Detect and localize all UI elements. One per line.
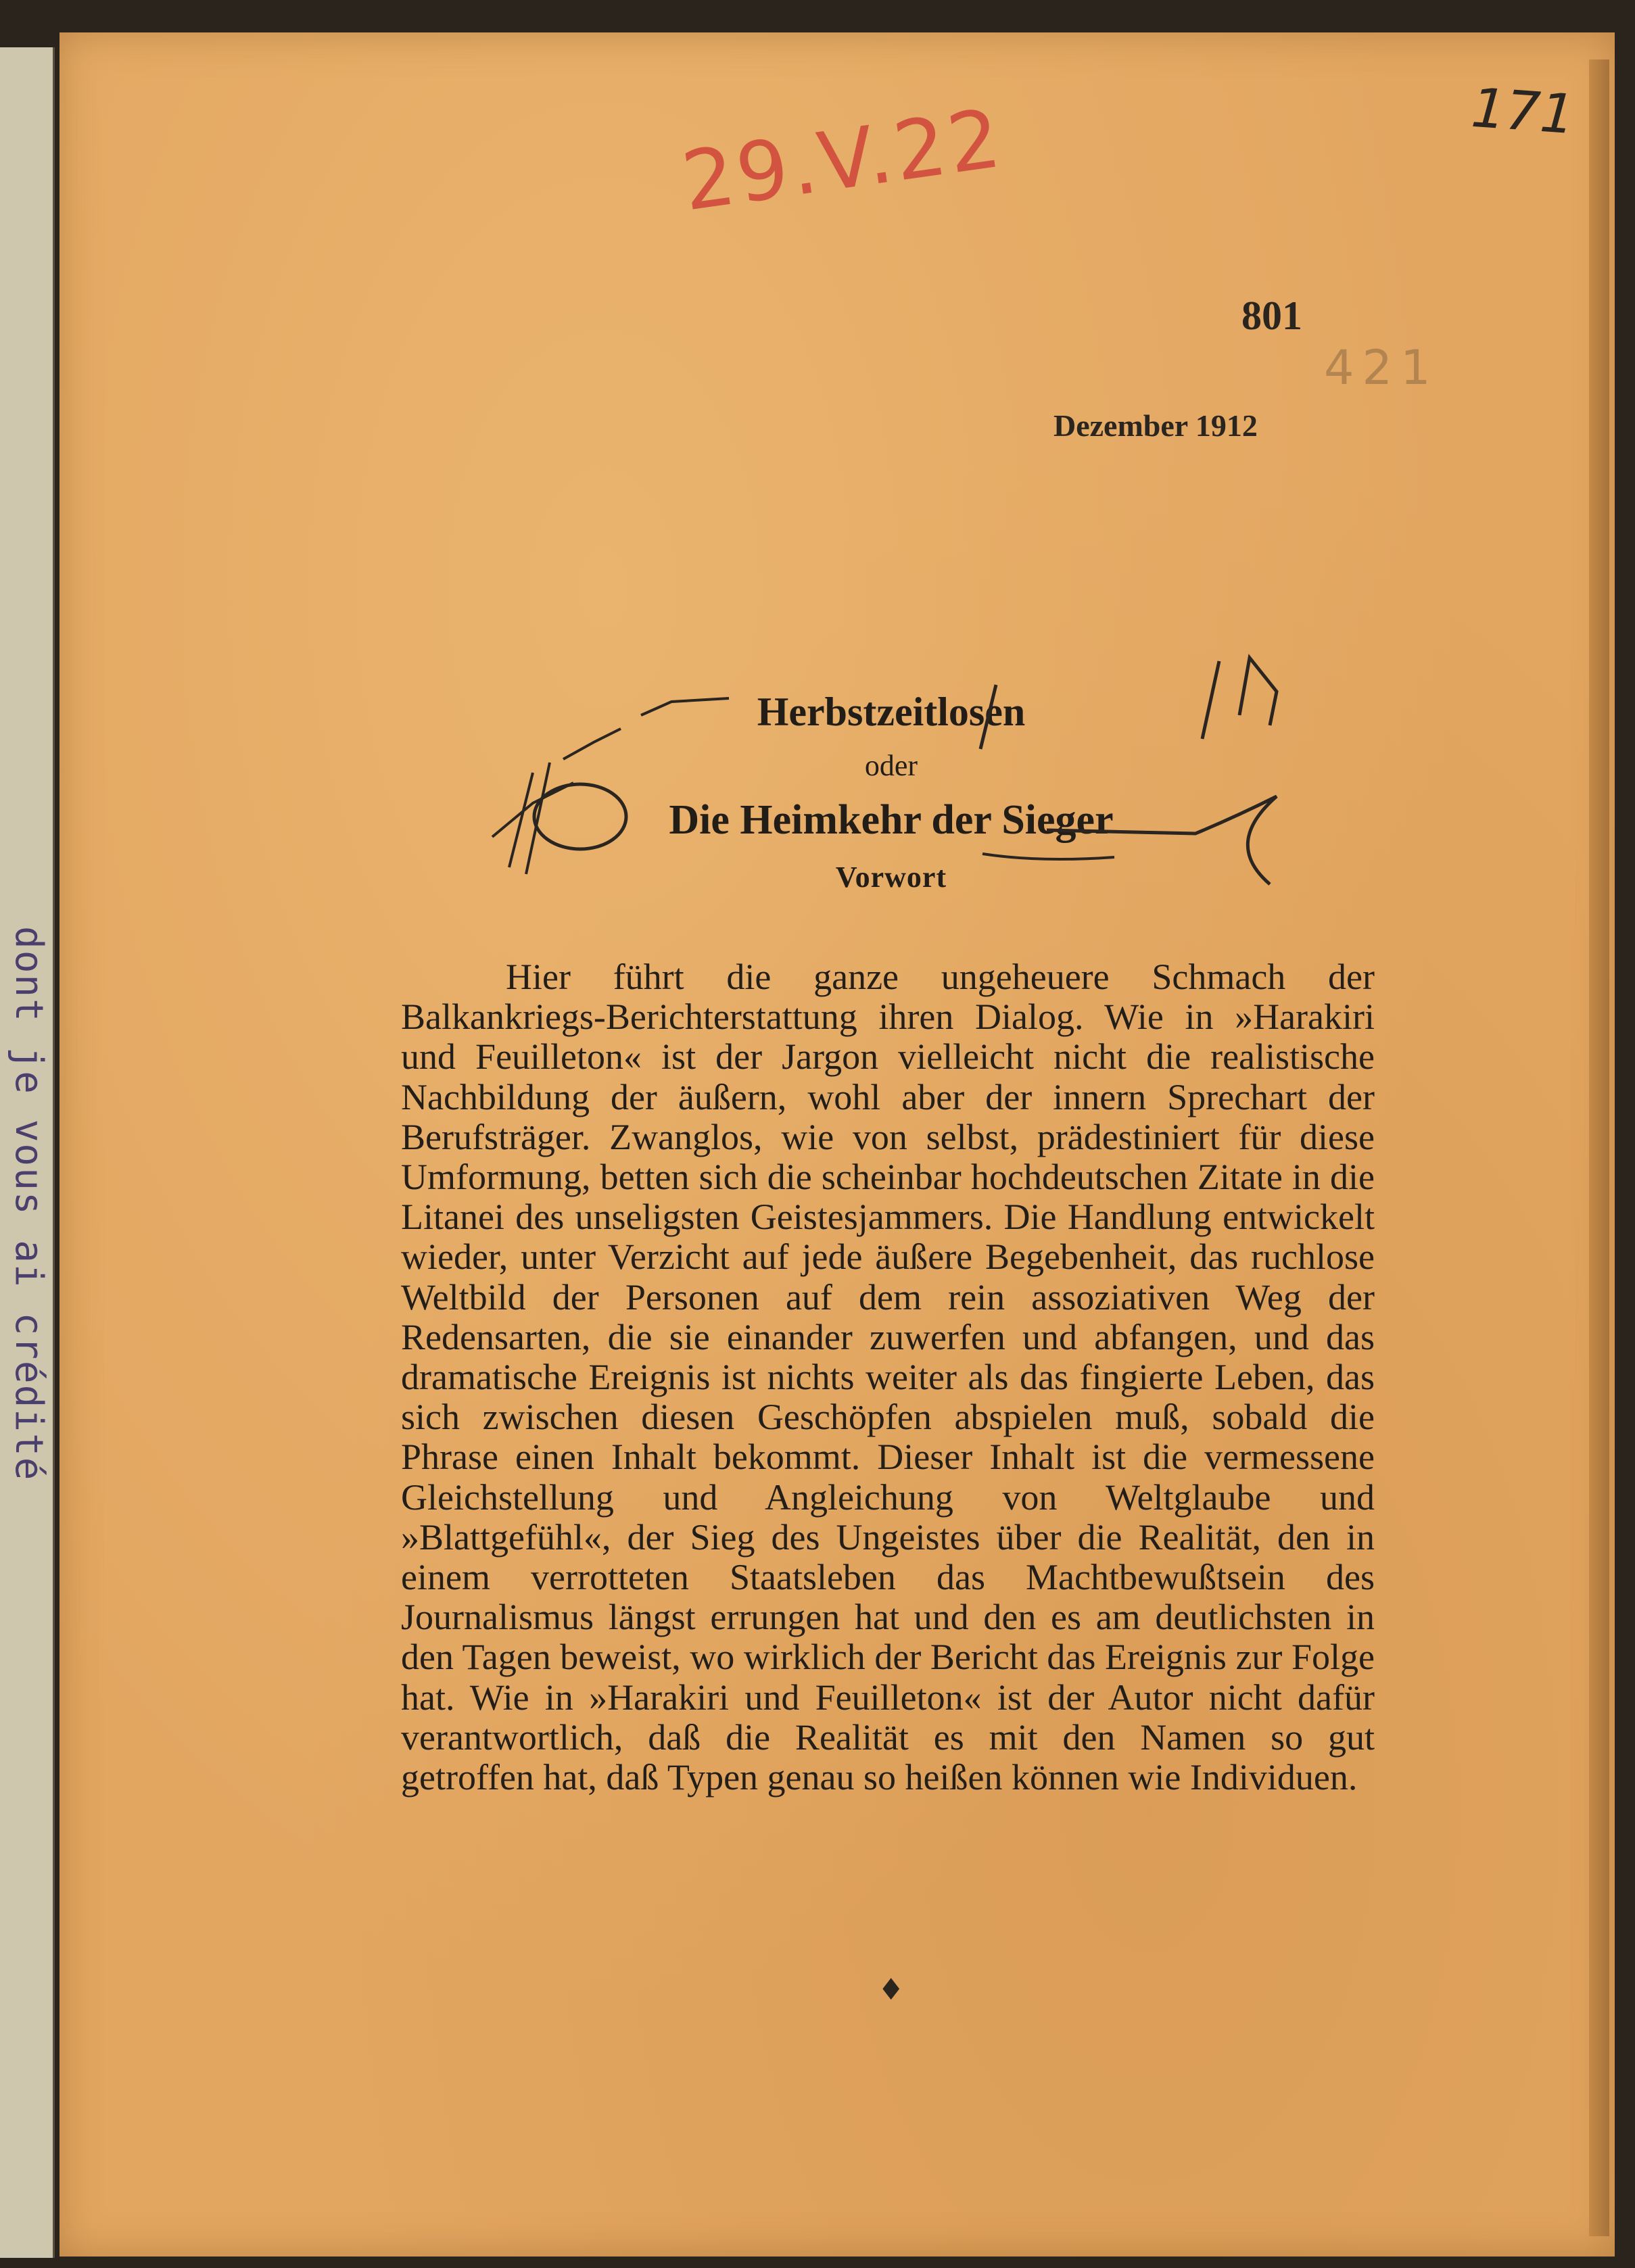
handwritten-folio-number: 171 — [1469, 76, 1577, 147]
issue-date: Dezember 1912 — [1053, 408, 1258, 443]
ornament-mark: ♦ — [878, 1973, 905, 2007]
side-paper-strip — [0, 47, 55, 2258]
typewritten-side-label: dont je vous ai crédité — [7, 926, 51, 1482]
body-paragraph: Hier führt die ganze ungeheuere Schmach der Balkankriegs-Berichterstattung ihren Dialog. Wie in »Harakiri und Feuilleton« ist der Jargon vielleicht nicht die realistische Nachbildung der äußern, wohl aber der innern Sprechart der Berufsträger. Zwanglos, wie von selbst, prädestiniert für diese Umformung, betten sich die scheinbar hochdeutschen Zitate in die Litanei des unseligsten Geistesjammers. Die Handlung entwickelt wieder, unter Verzicht auf jede äußere Begebenheit, das ruchlose Weltbild der Personen auf dem rein assoziativen Weg der Redensarten, die sie einander zuwerfen und abfangen, und das dramatische Ereignis ist nichts weiter als das fingierte Leben, das sich zwischen diesen Geschöpfen abspielen muß, sobald die Phrase einen Inhalt bekommt. Dieser Inhalt ist die vermessene Gleichstellung und Angleichung von Weltglaube und »Blattgefühl«, der Sieg des Ungeistes über die Realität, den in einem verrotteten Staatsleben das Machtbewußtsein des Journalismus längst errungen hat und den es am deutlichsten in den Tagen beweist, wo wirklich der Bericht das Ereignis zur Folge hat. Wie in »Harakiri und Feuilleton« ist der Autor nicht dafür verantwortlich, daß die Realität es mit den Namen so gut getroffen hat, daß Typen genau so heißen können wie Individuen. — [401, 957, 1375, 1798]
title-connector: oder — [864, 749, 918, 782]
title-block — [343, 681, 1439, 904]
page-edge — [1589, 59, 1609, 2236]
section-heading: Vorwort — [835, 861, 947, 894]
title-main: Herbstzeitlosen — [757, 690, 1026, 734]
title-subtitle: Die Heimkehr der Sieger — [669, 797, 1114, 843]
book-page — [60, 32, 1615, 2257]
handwritten-date-stamp: 29.V.22 — [676, 91, 1009, 230]
faint-pencil-mark: 421 — [1324, 340, 1439, 395]
page-number: 801 — [1241, 293, 1302, 338]
